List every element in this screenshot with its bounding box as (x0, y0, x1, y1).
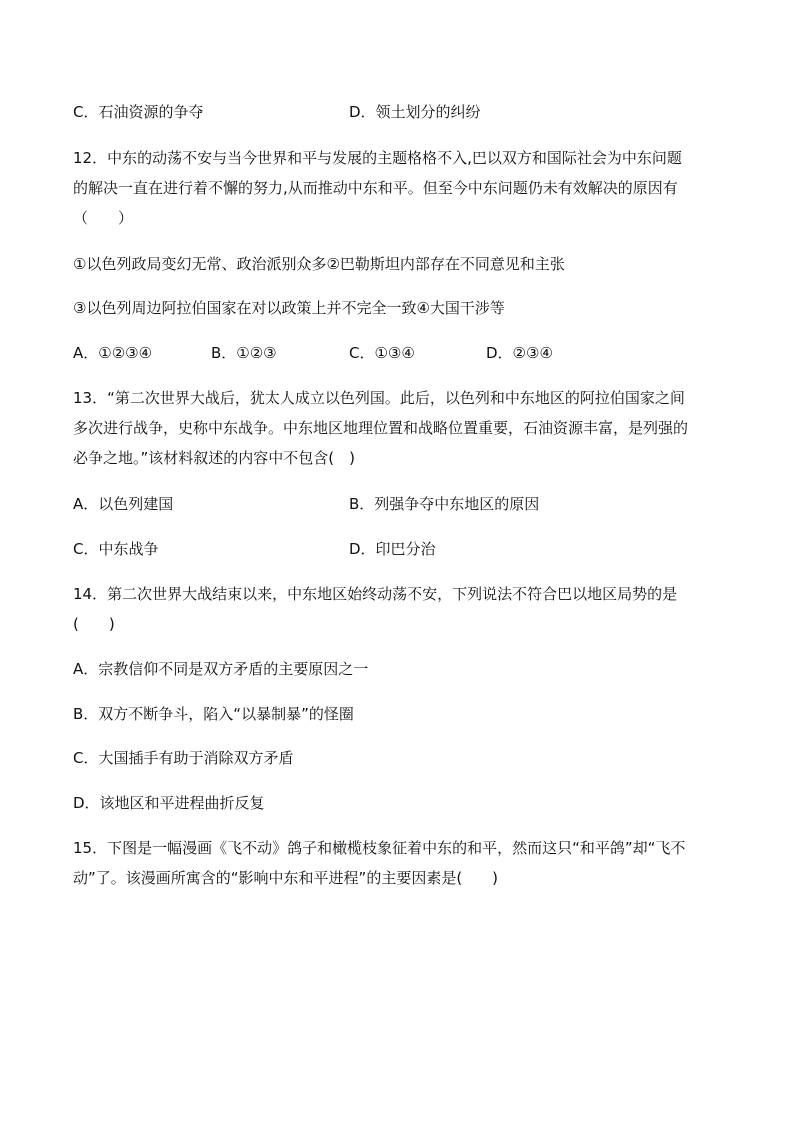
q12-stem-line1: 12．中东的动荡不安与当今世界和平与发展的主题格格不入,巴以双方和国际社会为中东问题 (73, 149, 682, 167)
q13-option-a: A．以色列建国 (73, 495, 174, 513)
q13-stem-line3: 必争之地。”该材料叙述的内容中不包含( ) (73, 449, 355, 467)
q12-option-a: A．①②③④ (73, 344, 153, 362)
q11-option-c: C．石油资源的争夺 (73, 103, 204, 121)
q14-option-c: C．大国插手有助于消除双方矛盾 (73, 749, 294, 767)
q14-option-b: B．双方不断争斗，陷入“以暴制暴”的怪圈 (73, 705, 354, 723)
q15-stem-line1: 15．下图是一幅漫画《飞不动》鸽子和橄榄枝象征着中东的和平，然而这只“和平鸽”却“飞不 (73, 839, 686, 857)
q14-option-d: D．该地区和平进程曲折反复 (73, 794, 265, 812)
q14-answer-blank: ( ) (73, 615, 115, 633)
q13-option-d: D．印巴分治 (349, 540, 436, 558)
q13-stem-line1: 13．“第二次世界大战后，犹太人成立以色列国。此后，以色列和中东地区的阿拉伯国家之间 (73, 389, 685, 407)
q12-option-d: D．②③④ (486, 344, 553, 362)
q13-option-c: C．中东战争 (73, 540, 159, 558)
q13-stem-line2: 多次进行战争，史称中东战争。中东地区地理位置和战略位置重要，石油资源丰富，是列强的 (73, 419, 689, 437)
q12-statement-1-2: ①以色列政局变幻无常、政治派别众多②巴勒斯坦内部存在不同意见和主张 (73, 255, 565, 273)
q12-option-c: C．①③④ (349, 344, 415, 362)
q12-statement-3-4: ③以色列周边阿拉伯国家在对以政策上并不完全一致④大国干涉等 (73, 299, 505, 317)
q12-answer-blank: （ ） (73, 209, 134, 227)
q13-option-b: B．列强争夺中东地区的原因 (349, 495, 540, 513)
q12-option-b: B．①②③ (211, 344, 277, 362)
q12-stem-line2: 的解决一直在进行着不懈的努力,从而推动中东和平。但至今中东问题仍未有效解决的原因有 (73, 179, 678, 197)
q15-stem-line2: 动”了。该漫画所寓含的“影响中东和平进程”的主要因素是( ) (73, 869, 499, 887)
q14-option-a: A．宗教信仰不同是双方矛盾的主要原因之一 (73, 660, 369, 678)
q14-stem-line1: 14．第二次世界大战结束以来，中东地区始终动荡不安，下列说法不符合巴以地区局势的是 (73, 585, 678, 603)
q11-option-d: D．领土划分的纠纷 (349, 103, 481, 121)
